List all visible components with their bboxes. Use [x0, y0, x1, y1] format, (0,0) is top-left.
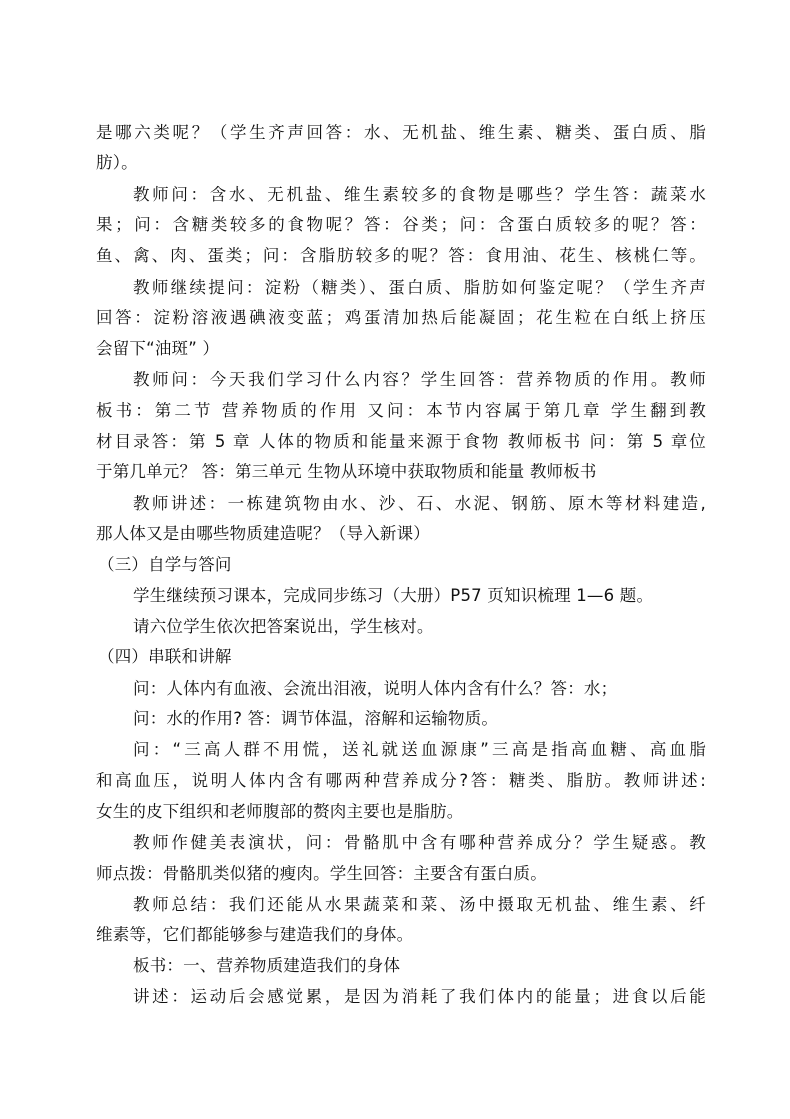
text-line: 女生的皮下组织和老师腹部的赘肉主要也是脂肪。	[96, 802, 464, 821]
text-line: 教师讲述：一栋建筑物由水、沙、石、水泥、钢筋、原木等材料建造,	[133, 494, 706, 513]
text-line: 讲述：运动后会感觉累，是因为消耗了我们体内的能量；进食以后能	[133, 987, 706, 1006]
text-line: 那人体又是由哪些物质建造呢？（导入新课）	[96, 524, 430, 543]
text-line: 会留下“油斑” ）	[96, 339, 220, 358]
text-line: 板书：一、营养物质建造我们的身体	[133, 956, 401, 975]
section-heading: （四）串联和讲解	[98, 647, 232, 666]
text-line: 鱼、禽、肉、蛋类；问：含脂肪较多的呢？答：食用油、花生、核桃仁等。	[96, 246, 706, 265]
text-line: 请六位学生依次把答案说出，学生核对。	[133, 617, 434, 636]
text-line: 材目录答：第 5 章 人体的物质和能量来源于食物 教师板书 问：第 5 章位	[96, 432, 706, 451]
text-line: 学生继续预习课本，完成同步练习（大册）P57 页知识梳理 1—6 题。	[133, 586, 654, 605]
text-line: 教师作健美表演状，问：骨骼肌中含有哪种营养成分？学生疑惑。教	[133, 833, 706, 852]
text-line: 果；问：含糖类较多的食物呢？答：谷类；问：含蛋白质较多的呢？答：	[96, 215, 706, 234]
text-line: 是哪六类呢？（学生齐声回答：水、无机盐、维生素、糖类、蛋白质、脂	[96, 123, 706, 142]
text-line: 和高血压，说明人体内含有哪两种营养成分?答：糖类、脂肪。教师讲述:	[96, 771, 706, 790]
text-line: 问：水的作用? 答：调节体温，溶解和运输物质。	[133, 709, 499, 728]
text-line: 教师继续提问：淀粉（糖类）、蛋白质、脂肪如何鉴定呢？（学生齐声	[133, 278, 706, 297]
text-line: 问：“三高人群不用慌，送礼就送血源康”三高是指高血糖、高血脂	[133, 740, 706, 759]
text-line: 问：人体内有血液、会流出泪液，说明人体内含有什么？答：水；	[133, 679, 618, 698]
text-line: 教师问：今天我们学习什么内容？学生回答：营养物质的作用。教师	[133, 370, 706, 389]
text-line: 教师问：含水、无机盐、维生素较多的食物是哪些？学生答：蔬菜水	[133, 185, 706, 204]
text-line: 回答：淀粉溶液遇碘液变蓝；鸡蛋清加热后能凝固；花生粒在白纸上挤压	[96, 308, 706, 327]
text-line: 肪）。	[96, 153, 138, 172]
text-line: 板书：第二节 营养物质的作用 又问：本节内容属于第几章 学生翻到教	[96, 401, 706, 420]
text-line: 师点拨：骨骼肌类似猪的瘦肉。学生回答：主要含有蛋白质。	[96, 864, 547, 883]
text-line: 维素等，它们都能够参与建造我们的身体。	[96, 925, 414, 944]
text-line: 教师总结：我们还能从水果蔬菜和菜、汤中摄取无机盐、维生素、纤	[133, 895, 706, 914]
section-heading: （三）自学与答问	[98, 555, 232, 574]
text-line: 于第几单元？ 答：第三单元 生物从环境中获取物质和能量 教师板书	[96, 462, 597, 481]
